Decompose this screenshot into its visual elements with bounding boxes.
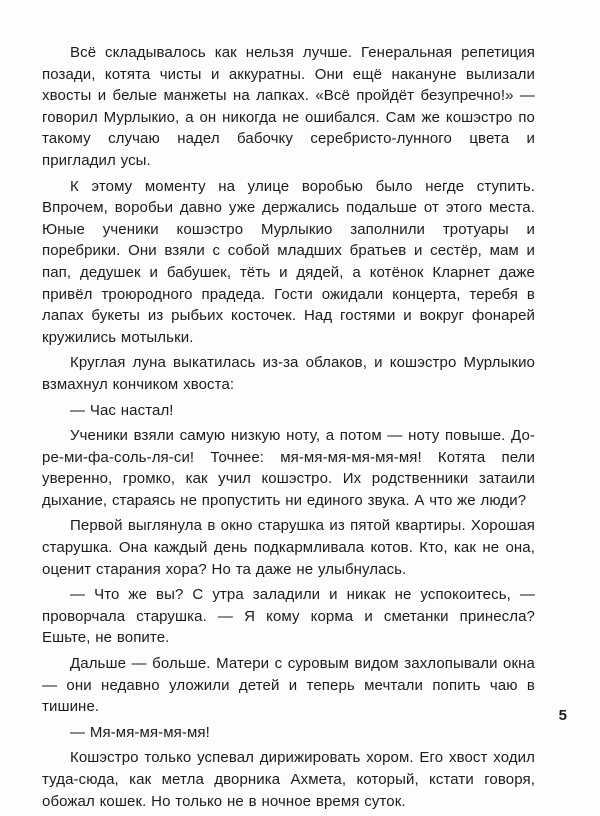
paragraph-4: — Час настал!: [70, 401, 174, 419]
paragraph-5: Ученики взяли самую низкую ноту, а потом — ноту повыше. До-ре-ми-фа-соль-ля-си! Точнее: мя-мя-мя-мя-мя-мя! Котята пели уверенно, громко, как учил кошэстро. Их родственники затаили дыхание, стараясь не пропустить ни единого звука. А что же люди?: [42, 427, 535, 509]
paragraph-3: Круглая луна выкатилась из-за облаков, и кошэстро Мурлыкио взмахнул кончиком хвоста:: [42, 354, 535, 393]
paragraph-1: Всё складывалось как нельзя лучше. Генеральная репетиция позади, котята чисты и аккуратны. Они ещё накануне вылизали хвосты и белые манжеты на лапках. «Всё пройдёт безупречно!» — говорил Мурлыкио, а он никогда не ошибался. Сам же кошэстро по такому случаю надел бабочку серебристо-лунного цвета и пригладил усы.: [42, 44, 535, 169]
paragraph-7: — Что же вы? С утра заладили и никак не успокоитесь, — проворчала старушка. — Я кому корма и сметанки принесла? Ешьте, не вопите.: [42, 586, 535, 647]
paragraph-6: Первой выглянула в окно старушка из пятой квартиры. Хорошая старушка. Она каждый день подкармливала котов. Кто, как не она, оценит старания хора? Но та даже не улыбнулась.: [42, 517, 535, 578]
paragraph-8: Дальше — больше. Матери с суровым видом захлопывали окна — они недавно уложили детей и теперь мечтали попить чаю в тишине.: [42, 655, 535, 716]
page-text: [42, 42, 535, 816]
paragraph-2: К этому моменту на улице воробью было негде ступить. Впрочем, воробьи давно уже держались подальше от этого места. Юные ученики кошэстро Мурлыкио заполнили тротуары и поребрики. Они взяли с собой младших братьев и сестёр, мам и пап, дедушек и бабушек, тёть и дядей, а котёнок Кларнет даже привёл троюродного прадеда. Гости ожидали концерта, теребя в лапах букеты из рыбьих косточек. Над гостями и вокруг фонарей кружились мотыльки.: [42, 177, 535, 346]
paragraph-9: — Мя-мя-мя-мя-мя!: [70, 723, 210, 741]
paragraph-10: Кошэстро только успевал дирижировать хором. Его хвост ходил туда-сюда, как метла дворника Ахмета, который, кстати говоря, обожал кошек. Но только не в ночное время суток.: [42, 749, 535, 810]
page-number: 5: [558, 707, 567, 724]
